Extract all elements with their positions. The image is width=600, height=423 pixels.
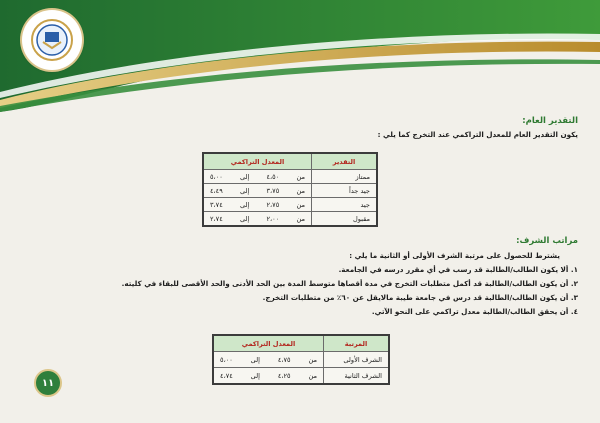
column-header: التقدير — [312, 153, 378, 170]
range-cell — [213, 368, 324, 385]
table-row — [203, 170, 377, 184]
grade-cell: ممتاز — [312, 170, 378, 184]
range-cell — [203, 212, 312, 227]
section-heading-honors: مراتب الشرف: — [516, 236, 578, 246]
from-label: من — [308, 355, 317, 364]
honors-table — [212, 334, 390, 385]
honors-condition: ١. ألا يكون الطالب/الطالبة قد رسب في أي مقرر درسه في الجامعة. — [338, 265, 578, 274]
from-value: ٢،٧٥ — [266, 200, 280, 209]
column-header: المرتبة — [324, 335, 390, 352]
to-label: إلى — [250, 371, 260, 380]
to-value: ٥،٠٠ — [220, 355, 233, 364]
to-label: إلى — [239, 214, 250, 223]
to-label: إلى — [239, 200, 250, 209]
to-value: ٣،٧٤ — [210, 200, 223, 209]
page-number: ١١ — [34, 369, 62, 397]
column-header: المعدل التراكمي — [213, 335, 324, 352]
to-label: إلى — [239, 172, 250, 181]
from-label: من — [296, 172, 305, 181]
from-value: ٤،٢٥ — [277, 371, 291, 380]
from-value: ٤،٧٥ — [277, 355, 291, 364]
grade-cell: جيد — [312, 198, 378, 212]
to-label: إلى — [239, 186, 250, 195]
from-value: ٣،٧٥ — [266, 186, 280, 195]
table-row — [203, 184, 377, 198]
table-row — [203, 212, 377, 227]
honors-condition: ٢. أن يكون الطالب/الطالبة قد أكمل متطلبات التخرج في مدة أقصاها متوسط المدة بين الحد الأدنى والحد الأقصى للبقاء في كليته. — [121, 279, 578, 288]
column-header: المعدل التراكمي — [203, 153, 312, 170]
range-cell — [203, 184, 312, 198]
from-label: من — [296, 186, 305, 195]
to-value: ٢،٧٤ — [210, 214, 223, 223]
from-value: ٢،٠٠ — [266, 214, 280, 223]
section-heading-general-grade: التقدير العام: — [522, 116, 578, 126]
range-cell — [213, 352, 324, 368]
table-row — [213, 352, 389, 368]
to-value: ٤،٧٤ — [220, 371, 233, 380]
to-value: ٥،٠٠ — [210, 172, 223, 181]
grade-cell: جيد جداً — [312, 184, 378, 198]
general-grade-intro: يكون التقدير العام للمعدل التراكمي عند التخرج كما يلي : — [377, 130, 578, 139]
from-label: من — [296, 200, 305, 209]
range-cell — [203, 170, 312, 184]
table-row — [213, 368, 389, 385]
general-grade-table — [202, 152, 378, 227]
to-value: ٤،٤٩ — [210, 186, 223, 195]
honors-condition: ٤. أن يحقق الطالب/الطالبة معدل تراكمي على النحو الآتي. — [371, 307, 578, 316]
range-cell — [203, 198, 312, 212]
rank-cell: الشرف الثانية — [324, 368, 390, 385]
grade-cell: مقبول — [312, 212, 378, 227]
table-row — [203, 198, 377, 212]
table-header-row — [203, 153, 377, 170]
rank-cell: الشرف الأولى — [324, 352, 390, 368]
to-label: إلى — [250, 355, 260, 364]
from-label: من — [296, 214, 305, 223]
honors-intro: يشترط للحصول على مرتبة الشرف الأولى أو الثانية ما يلي : — [349, 251, 560, 260]
from-label: من — [308, 371, 317, 380]
from-value: ٤،٥٠ — [266, 172, 280, 181]
table-header-row — [213, 335, 389, 352]
honors-condition: ٣. أن يكون الطالب/الطالبة قد درس في جامعة طيبة مالايقل عن ٦٠٪ من متطلبات التخرج. — [262, 293, 578, 302]
